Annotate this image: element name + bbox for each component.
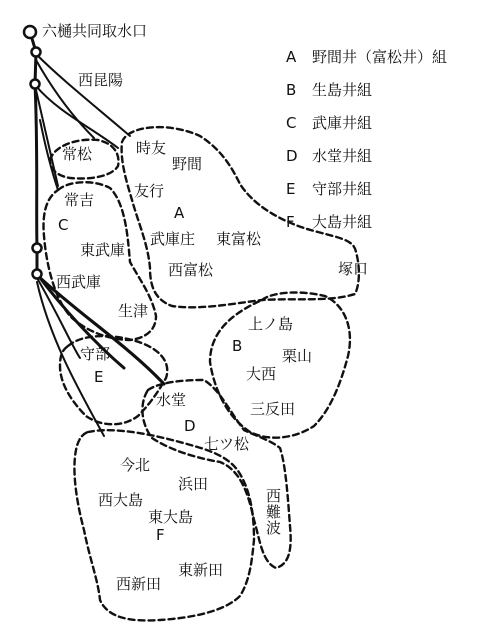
place-kuriyama: 栗山 [282, 347, 313, 365]
place-higashi-tomimatsu: 東富松 [216, 230, 262, 248]
place-imakita: 今北 [120, 456, 151, 474]
place-tsukaguchi: 塚口 [338, 260, 369, 278]
legend-name-c: 武庫井組 [312, 114, 373, 132]
canal-west-konyo-3 [36, 86, 118, 148]
legend-item-c [286, 106, 447, 139]
canal-trunk-1 [30, 32, 36, 84]
zone-label-c: C [58, 216, 69, 234]
legend-name-a: 野間井（富松井）組 [312, 48, 448, 66]
zone-label-a: A [174, 204, 185, 222]
place-tsuneyoshi: 常吉 [64, 191, 95, 209]
place-tokitomo: 時友 [136, 139, 167, 157]
legend-name-d: 水堂井組 [312, 147, 373, 165]
place-hamada: 浜田 [178, 475, 209, 493]
place-sanzaiden: 三反田 [250, 400, 296, 418]
intake-point-5 [33, 270, 42, 279]
legend-letter-f: F [286, 212, 295, 231]
intake-label: 六樋共同取水口 [42, 22, 148, 40]
place-nanatsumatsu: 七ツ松 [204, 435, 250, 453]
place-kaminoshima: 上ノ島 [248, 315, 294, 333]
place-tomoyuki: 友行 [134, 182, 165, 200]
place-higashi-shinden: 東新田 [178, 561, 224, 579]
zone-label-b: B [232, 337, 243, 355]
legend [286, 40, 447, 238]
place-mukonosho: 武庫庄 [150, 230, 196, 248]
zone-label-f: F [156, 526, 165, 544]
legend-letter-b: B [286, 80, 297, 99]
legend-name-b: 生島井組 [312, 81, 373, 99]
place-noma: 野間 [172, 155, 203, 173]
legend-letter-d: D [286, 146, 298, 165]
canal-trunk-2 [35, 84, 37, 248]
place-nishi-muko: 西武庫 [56, 273, 102, 291]
legend-letter-c: C [286, 113, 297, 132]
legend-item-a [286, 40, 447, 73]
intake-source-point [24, 26, 36, 38]
legend-letter-e: E [286, 179, 296, 198]
zone-label-d: D [184, 417, 196, 435]
intake-point-3 [31, 80, 40, 89]
place-ikutsu: 生津 [118, 302, 149, 320]
place-onishi: 大西 [246, 365, 277, 383]
place-nishi-shinden: 西新田 [116, 575, 162, 593]
place-mizudo: 水堂 [156, 391, 187, 409]
place-moribe: 守部 [80, 345, 111, 363]
zone-label-e: E [94, 368, 104, 386]
place-nishi-nanba: 西難波 [264, 488, 282, 536]
canal-branch-c2 [40, 120, 58, 190]
legend-item-e [286, 172, 447, 205]
legend-name-f: 大島井組 [312, 213, 373, 231]
legend-letter-a: A [286, 47, 297, 66]
place-higashi-muko: 東武庫 [80, 241, 126, 259]
legend-item-b [286, 73, 447, 106]
place-nishi-oshima: 西大島 [98, 491, 144, 509]
intake-point-2 [32, 48, 41, 57]
legend-item-d [286, 139, 447, 172]
place-higashi-oshima: 東大島 [148, 508, 194, 526]
district-boundary-e [60, 336, 167, 424]
place-tokimatsu: 常松 [62, 145, 93, 163]
intake-point-4 [33, 244, 42, 253]
legend-name-e: 守部井組 [312, 180, 373, 198]
place-nishi-konyo: 西昆陽 [78, 71, 124, 89]
place-nishi-tomimatsu: 西富松 [168, 261, 214, 279]
legend-item-f [286, 205, 447, 238]
